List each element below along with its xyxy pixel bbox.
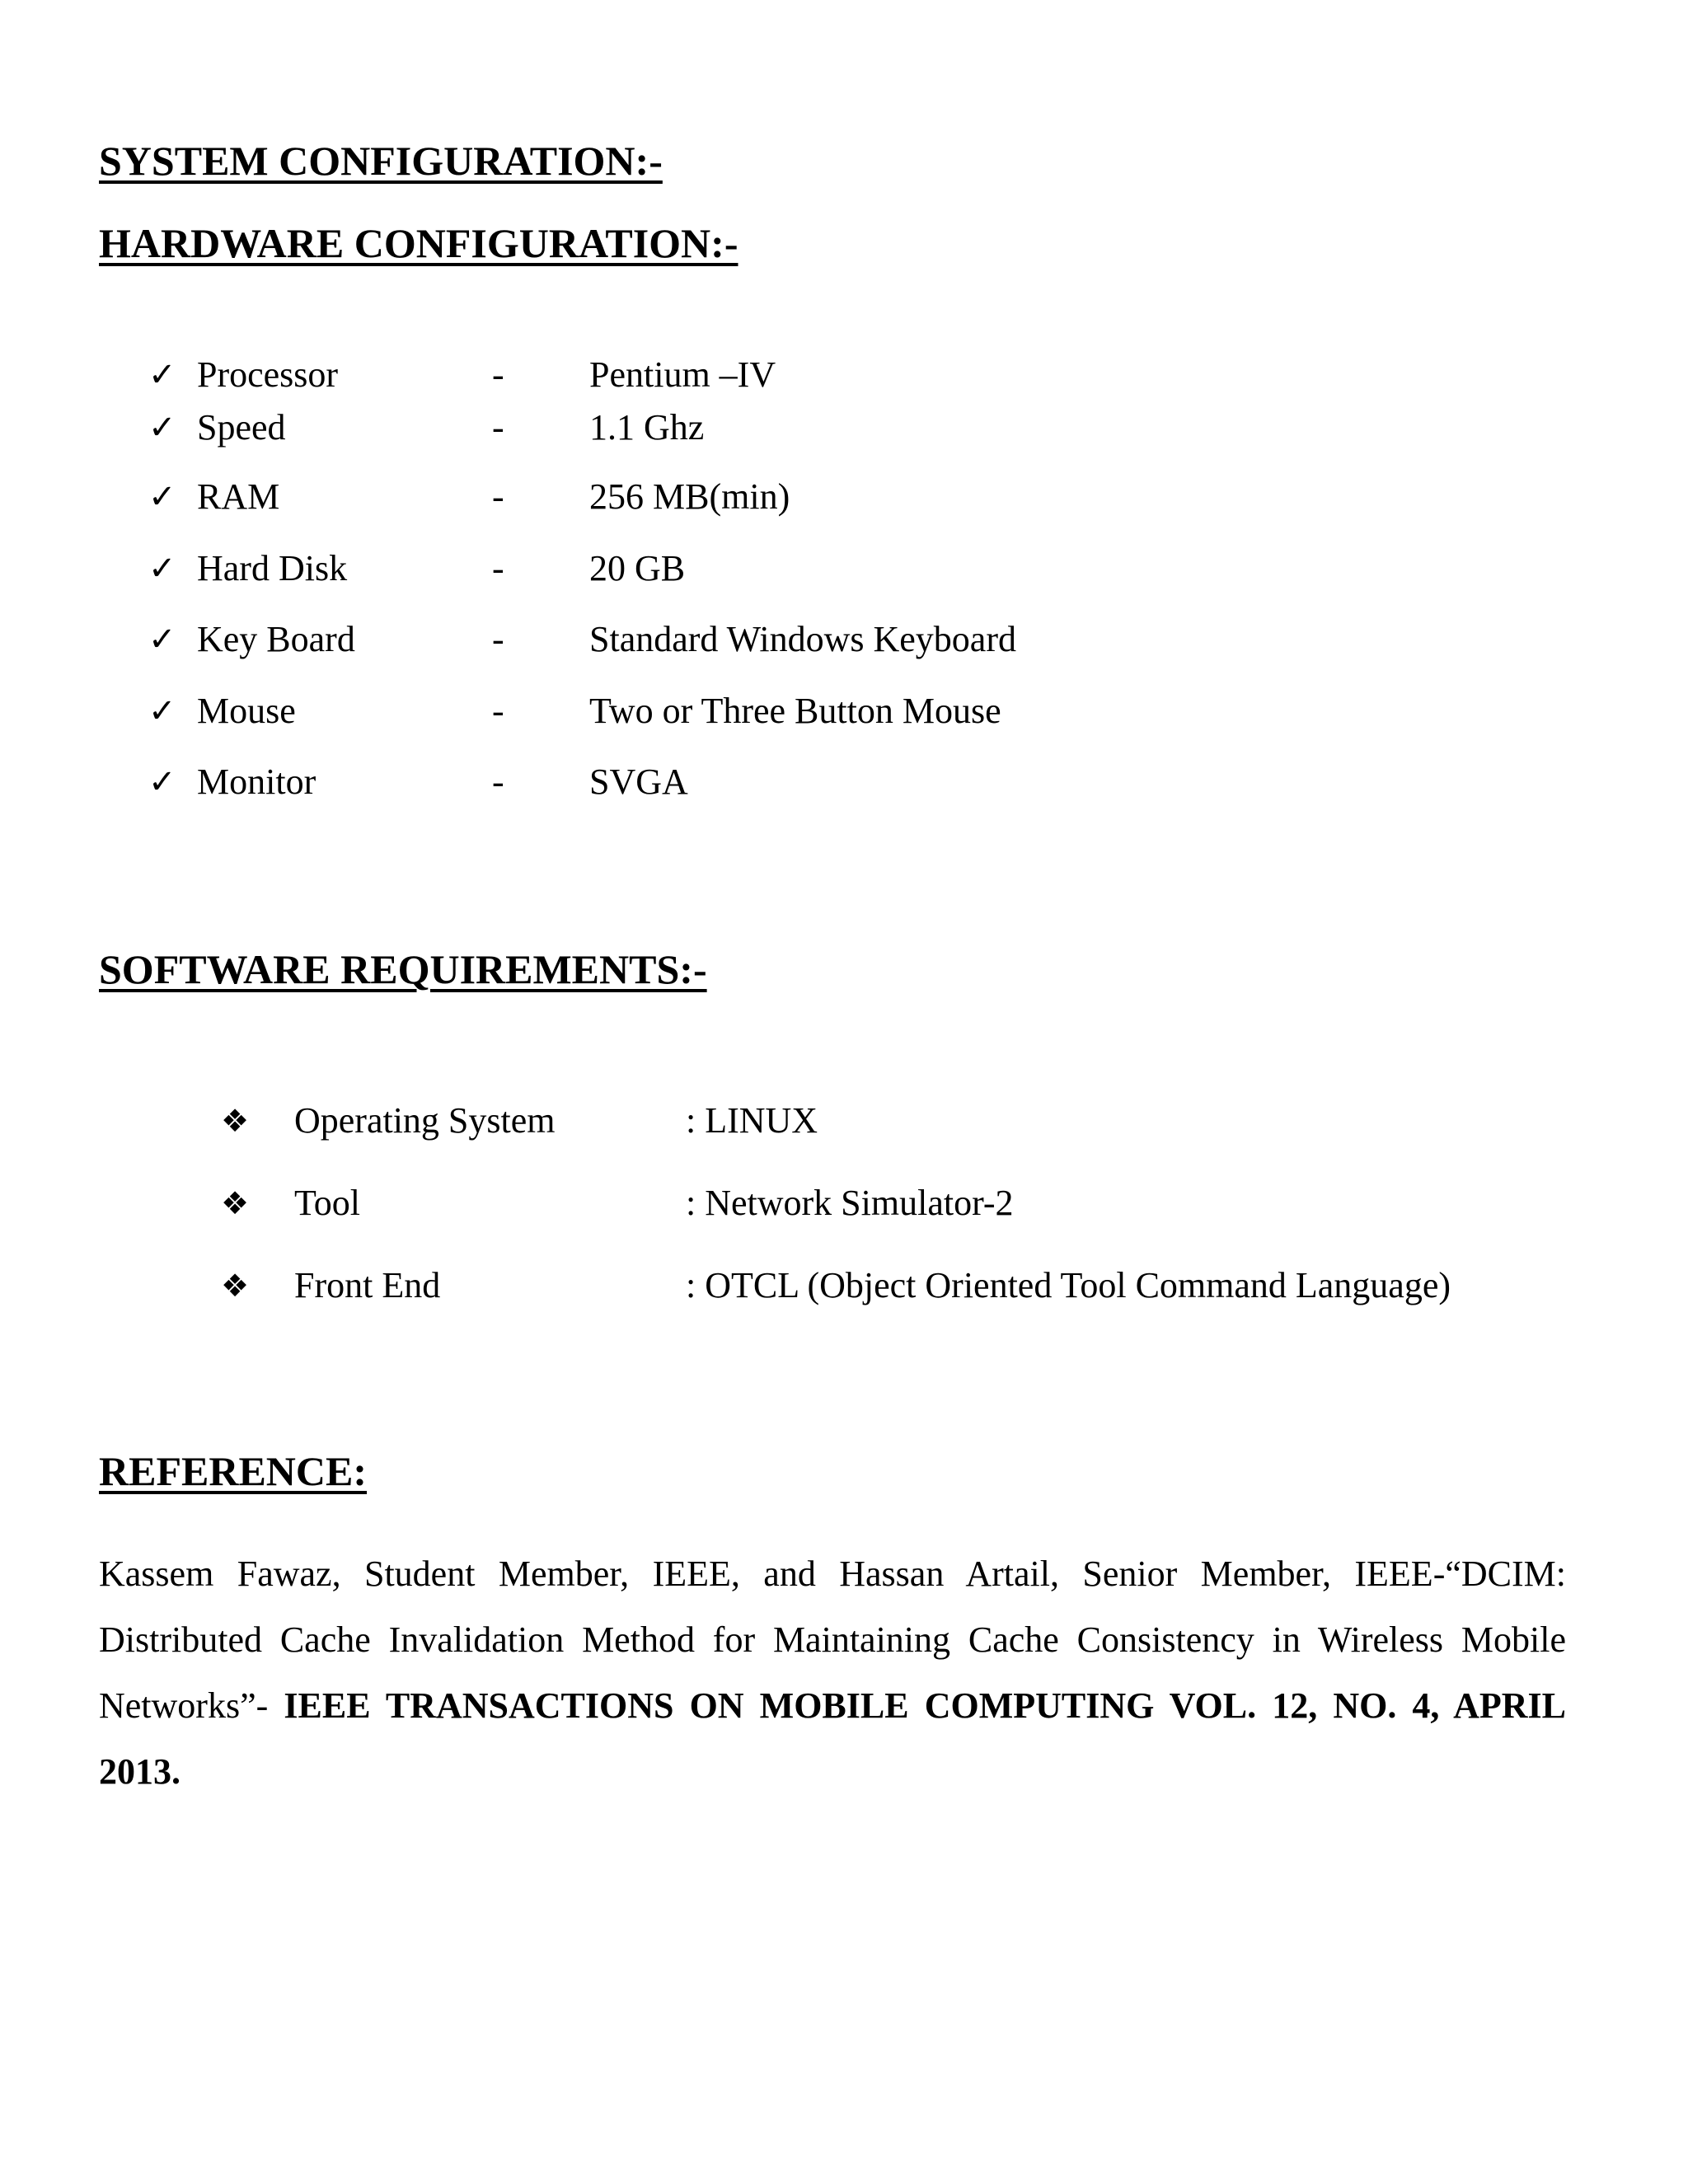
hardware-value: 20 GB bbox=[589, 548, 686, 588]
checkmark-icon: ✓ bbox=[148, 356, 176, 394]
list-item bbox=[0, 1179, 1688, 1228]
software-label: Tool bbox=[294, 1183, 361, 1223]
diamond-bullet-icon: ❖ bbox=[221, 1185, 250, 1221]
system-configuration-heading: SYSTEM CONFIGURATION:- bbox=[99, 138, 663, 184]
hardware-label: Monitor bbox=[197, 762, 316, 802]
checkmark-icon: ✓ bbox=[148, 550, 176, 588]
software-value: : OTCL (Object Oriented Tool Command Language) bbox=[686, 1265, 1451, 1305]
reference-citation bbox=[99, 1541, 1566, 1805]
hardware-value: Two or Three Button Mouse bbox=[589, 691, 1001, 731]
list-item bbox=[0, 403, 1688, 452]
list-item bbox=[0, 472, 1688, 522]
separator-dash: - bbox=[492, 619, 504, 659]
hardware-label: Speed bbox=[197, 407, 286, 448]
list-item bbox=[0, 544, 1688, 593]
separator-dash: - bbox=[492, 762, 504, 802]
hardware-label: Processor bbox=[197, 354, 339, 395]
list-item bbox=[0, 687, 1688, 736]
list-item bbox=[0, 615, 1688, 664]
separator-dash: - bbox=[492, 476, 504, 517]
list-item bbox=[0, 1096, 1688, 1146]
reference-journal: IEEE TRANSACTIONS ON MOBILE COMPUTING VOL. 12, NO. 4, APRIL 2013. bbox=[99, 1685, 1566, 1792]
software-value: : LINUX bbox=[686, 1100, 818, 1141]
hardware-value: Pentium –IV bbox=[589, 354, 776, 395]
hardware-value: SVGA bbox=[589, 762, 688, 802]
hardware-configuration-heading: HARDWARE CONFIGURATION:- bbox=[99, 220, 738, 266]
hardware-label: Key Board bbox=[197, 619, 355, 659]
diamond-bullet-icon: ❖ bbox=[221, 1103, 250, 1139]
software-value: : Network Simulator-2 bbox=[686, 1183, 1014, 1223]
hardware-label: Mouse bbox=[197, 691, 296, 731]
software-label: Operating System bbox=[294, 1100, 556, 1141]
hardware-label: RAM bbox=[197, 476, 280, 517]
checkmark-icon: ✓ bbox=[148, 621, 176, 658]
checkmark-icon: ✓ bbox=[148, 763, 176, 801]
reference-text: Kassem Fawaz, Student Member, IEEE, and Hassan Artail, Senior Member, IEEE-“DCIM: Distributed Cache Invalidation Method for Maintaining Cache Consistency in Wireless Mobile Networks”- bbox=[99, 1554, 1566, 1726]
separator-dash: - bbox=[492, 354, 504, 395]
list-item bbox=[0, 757, 1688, 807]
checkmark-icon: ✓ bbox=[148, 478, 176, 516]
diamond-bullet-icon: ❖ bbox=[221, 1268, 250, 1304]
hardware-value: 1.1 Ghz bbox=[589, 407, 705, 448]
software-label: Front End bbox=[294, 1265, 441, 1305]
separator-dash: - bbox=[492, 548, 504, 588]
software-requirements-heading: SOFTWARE REQUIREMENTS:- bbox=[99, 946, 707, 992]
separator-dash: - bbox=[492, 691, 504, 731]
hardware-label: Hard Disk bbox=[197, 548, 348, 588]
checkmark-icon: ✓ bbox=[148, 692, 176, 730]
checkmark-icon: ✓ bbox=[148, 409, 176, 447]
separator-dash: - bbox=[492, 407, 504, 448]
hardware-value: 256 MB(min) bbox=[589, 476, 790, 517]
hardware-value: Standard Windows Keyboard bbox=[589, 619, 1016, 659]
list-item bbox=[0, 350, 1688, 400]
list-item bbox=[0, 1261, 1688, 1310]
reference-heading: REFERENCE: bbox=[99, 1448, 368, 1494]
